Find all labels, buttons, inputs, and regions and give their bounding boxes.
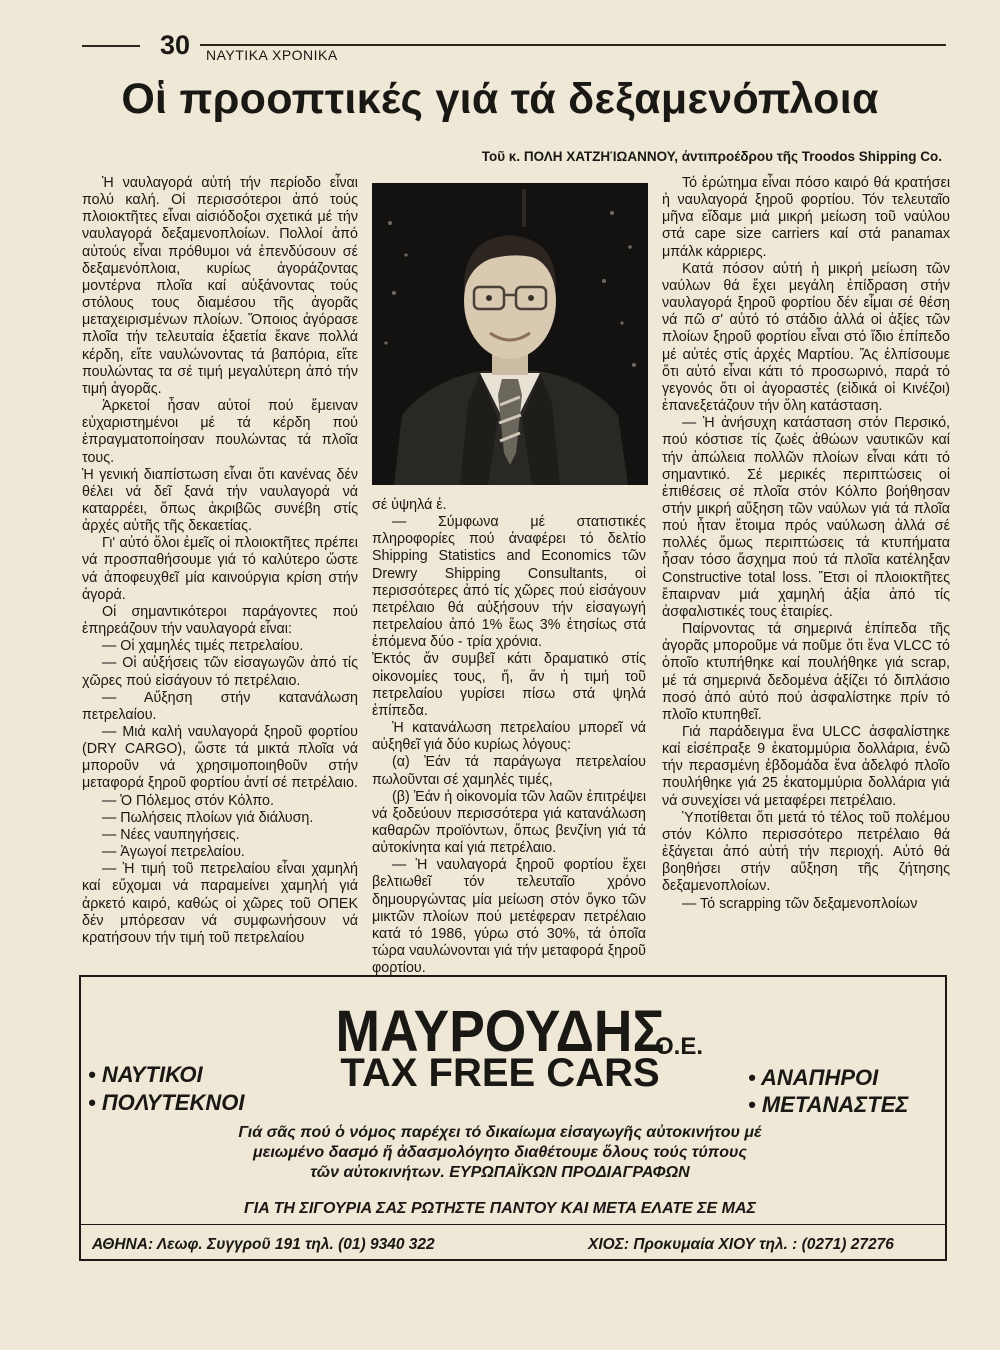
paragraph: Γιά παράδειγμα ἕνα ULCC ἀσφαλίστηκε καί εἰσέπραξε 9 ἑκατομμύρια δολλάρια, ἐνῶ τήν περασμένη ἑβδομάδα ἕνα ἀδελφό πλοῖο πουλήθηκε γιά 25 ἑκατομμύρια δολλάρια γιά νά συνεχίσει νά μεταφέρει πετρέλαιο. bbox=[662, 724, 950, 809]
paragraph: σέ ὑψηλά ἐ. bbox=[372, 497, 447, 513]
portrait-illustration bbox=[372, 183, 648, 485]
ad-address-athens: ΑΘΗΝΑ: Λεωφ. Συγγροῦ 191 τηλ. (01) 9340 322 bbox=[92, 1236, 435, 1253]
article-column-3 bbox=[662, 175, 950, 913]
paragraph: — Ὁ Πόλεμος στόν Κόλπο. bbox=[102, 792, 274, 809]
ad-audience-item: • ΠΟΛΥΤΕΚΝΟΙ bbox=[88, 1090, 245, 1115]
paragraph: — Ἡ τιμή τοῦ πετρελαίου εἶναι χαμηλή καί εὔχομαι νά παραμείνει χαμηλή γιά ἀρκετό καιρό, καθώς οἱ χῶρες τοῦ ΟΠΕΚ δέν μπόρεσαν νά συμφωνήσουν νά κρατήσουν τήν τιμή τοῦ πετρελαίου bbox=[82, 861, 358, 946]
ad-audience-item: • ΜΕΤΑΝΑΣΤΕΣ bbox=[748, 1092, 909, 1117]
author-portrait-photo bbox=[372, 183, 648, 485]
paragraph: (α) Ἐάν τά παράγωγα πετρελαίου πωλοῦνται σέ χαμηλές τιμές, bbox=[372, 754, 646, 788]
paragraph: — Μιά καλή ναυλαγορά ξηροῦ φορτίου (DRY CARGO), ὥστε τά μικτά πλοῖα νά μποροῦν νά χρησιμοποιηθοῦν στήν μεταφορά ξηροῦ φορτίου ἀντί σέ πετρέλαιο. bbox=[82, 724, 358, 792]
paragraph: — Ἀγωγοί πετρελαίου. bbox=[102, 844, 245, 861]
article-column-1 bbox=[82, 175, 358, 947]
ad-tagline: TAX FREE CARS bbox=[340, 1051, 660, 1095]
paragraph: Παίρνοντας τά σημερινά ἐπίπεδα τῆς ἀγορᾶς μποροῦμε νά ποῦμε ὅτι ἕνα VLCC τό ὁποῖο κτυπήθηκε καί πουλήθηκε γιά scrap, μέ τά σημερινά δεδομένα ἀξίζει τό διπλάσιο ποσό ἀπό αὐτό πού ἀσφαλίστηκε πρίν τό πλοῖο κτυπηθεῖ. bbox=[662, 621, 950, 723]
ad-body-line: τῶν αὐτοκινήτων. ΕΥΡΩΠΑΪΚΩΝ ΠΡΟΔΙΑΓΡΑΦΩΝ bbox=[310, 1164, 690, 1181]
paragraph: — Σύμφωνα μέ στατιστικές πληροφορίες πού ἀναφέρει τό δελτίο Shipping Statistics and Economics τῶν Drewry Shipping Consultants, οἱ περισσότερες ἀπό τίς χῶρες πού εἰσάγουν πετρέλαιο θά αὐξήσουν τήν εἰσαγωγή πετρελαίου ἀπό 1% ἕως 3% ἐτησίως στά ἑπόμενα δύο - τρία χρόνια. bbox=[372, 514, 646, 651]
page-number: 30 bbox=[160, 30, 191, 60]
ad-body-text bbox=[0, 1123, 1000, 1183]
ad-company-name: ΜΑΥΡΟΥΔΗΣ bbox=[335, 999, 665, 1064]
paragraph: — Οἱ αὐξήσεις τῶν εἰσαγωγῶν ἀπό τίς χῶρες πού εἰσάγουν τό πετρέλαιο. bbox=[82, 655, 358, 689]
ad-divider bbox=[79, 1224, 947, 1225]
article-byline: Τοῦ κ. ΠΟΛΗ ΧΑΤΖΗΊΩΑΝΝΟΥ, ἀντιπροέδρου τῆς Troodos Shipping Co. bbox=[481, 149, 942, 164]
paragraph: — Οἱ χαμηλές τιμές πετρελαίου. bbox=[102, 638, 304, 655]
ad-body-line: Γιά σᾶς πού ὁ νόμος παρέχει τό δικαίωμα εἰσαγωγῆς αὐτοκινήτου μέ bbox=[238, 1124, 762, 1141]
ad-address-chios: ΧΙΟΣ: Προκυμαία ΧΙΟΥ τηλ. : (0271) 27276 bbox=[588, 1236, 894, 1253]
paragraph: — Αὔξηση στήν κατανάλωση πετρελαίου. bbox=[82, 689, 358, 723]
article-column-2 bbox=[372, 497, 646, 977]
article-title: Οἱ προοπτικές γιά τά δεξαμενόπλοια bbox=[121, 75, 879, 123]
paragraph: — Ἡ ἀνήσυχη κατάσταση στόν Περσικό, πού κόστισε τίς ζωές ἀθώων ναυτικῶν καί τήν ἀπώλεια πολλῶν πλοίων εἶναι κάτι τό σημαντικό. Σέ μερικές περιπτώσεις οἱ ἐπιθέσεις σέ πλοῖα στόν Κόλπο βοήθησαν στήν μικρή αὔξηση τῶν ναύλων γιά τά πλοῖα πού ἦταν ἕτοιμα πρός ναύλωση ἀλλά σέ πολλές ὅμως περιπτώσεις τά κτυπήματα ἦσαν τόσο ἄσχημα πού τά πλοῖα κατέληξαν Constructive total loss. Ἔτσι οἱ πλοιοκτῆτες ἔπαιρναν μιά χαμηλή ἀξία ἀπό τίς ἀσφαλιστικές τους ἑταιρίες. bbox=[662, 415, 950, 620]
paragraph: Οἱ σημαντικότεροι παράγοντες πού ἐπηρεάζουν τήν ναυλαγορά εἶναι: bbox=[82, 603, 358, 638]
ad-audience-item: • ΝΑΥΤΙΚΟΙ bbox=[88, 1062, 203, 1087]
ad-body-line: μειωμένο δασμό ἤ ἀδασμολόγητο διαθέτουμε ὅλους τούς τύπους bbox=[253, 1144, 747, 1161]
paragraph: (β) Ἐάν ἡ οἰκονομία τῶν λαῶν ἐπιτρέψει νά ξοδεύουν περισσότερα γιά κατανάλωση καθαρῶν προϊόντων, ὅπως βενζίνη γιά τά αὐτοκίνητα καί γιά πετρέλαιο. bbox=[372, 788, 646, 857]
paragraph: Κατά πόσον αὐτή ἡ μικρή μείωση τῶν ναύλων θά ἔχει μεγάλη ἐπίδραση στήν ναυλαγορά ξηροῦ φορτίου δέν εἶμαι σέ θέση νά πῶ σ' αὐτό τό στάδιο ἀλλά οἱ ἀξίες τῶν πλοίων ξηροῦ φορτίου εἶναι στό ἴδιο ἐπίπεδο μέ αὐτές στίς ἀρχές Μαρτίου. Ἄς ἐλπίσουμε ὅτι αὐτό εἶναι κάτι τό προσωρινό, παρά τό γεγονός ὅτι οἱ ἀγοραστές (εἰδικά οἱ Κινέζοι) ἐπανεξετάζουν τήν ὅλη κατάσταση. bbox=[662, 260, 950, 415]
paragraph: — Νέες ναυπηγήσεις. bbox=[102, 826, 240, 843]
paragraph: — Πωλήσεις πλοίων γιά διάλυση. bbox=[102, 809, 314, 826]
header-rule-right bbox=[200, 44, 946, 46]
paragraph: Ἡ γενική διαπίστωση εἶναι ὅτι κανένας δέν θέλει νά δεῖ ξανά τήν ναυλαγορά νά καταρρέει, ὅπως ἀκριβῶς συνέβη στίς ἀρχές αὐτῆς τῆς δεκαετίας. bbox=[82, 466, 358, 535]
paragraph: — Ἡ ναυλαγορά ξηροῦ φορτίου ἔχει βελτιωθεῖ τόν τελευταῖο χρόνο δημουργώντας μία μείωση στόν ὄγκο τῶν μικτῶν πλοίων πού μετέφεραν πετρέλαιο κατά τό 1986, γύρω στό 30%, τά ὁποῖα τώρα ναυλώνονται γιά τήν μεταφορά ξηροῦ φορτίου. bbox=[372, 857, 646, 977]
paragraph: Τό ἐρώτημα εἶναι πόσο καιρό θά κρατήσει ἡ ναυλαγορά ξηροῦ φορτίου. Τόν τελευταῖο μῆνα εἴδαμε μιά μικρή μείωση τοῦ ναύλου στά cape size carriers καί στά panamax μπάλκ κάρριερς. bbox=[662, 175, 950, 260]
paragraph: Γι' αὐτό ὅλοι ἐμεῖς οἱ πλοιοκτῆτες πρέπει νά προσπαθήσουμε γιά τό καλύτερο ὥστε νά ἀποφευχθεῖ μία καινούργια κρίση στήν ἀγορά. bbox=[82, 535, 358, 603]
paragraph: Ἀρκετοί ἦσαν αὐτοί πού ἔμειναν εὐχαριστημένοι μέ τά κέρδη πού ἐπραγματοποίησαν πουλώντας τά πλοῖα τους. bbox=[82, 398, 358, 466]
ad-company-suffix: Ο.Ε. bbox=[655, 1033, 704, 1060]
paragraph: Ἡ κατανάλωση πετρελαίου μπορεῖ νά αὐξηθεῖ γιά δύο κυρίως λόγους: bbox=[372, 720, 646, 754]
paragraph: Ὑποτίθεται ὅτι μετά τό τέλος τοῦ πολέμου στόν Κόλπο περισσότερο πετρέλαιο θά ἐξάγεται ἀπό αὐτή τήν περιοχή. Αὐτό θά βοηθήσει στήν αὔξηση τῆς ζήτησης δεξαμενοπλοίων. bbox=[662, 809, 950, 895]
paragraph: — Τό scrapping τῶν δεξαμενοπλοίων bbox=[682, 895, 918, 912]
paragraph: Ἐκτός ἄν συμβεῖ κάτι δραματικό στίς οἰκονομίες τους, ἤ, ἄν ἡ τιμή τοῦ πετρελαίου γυρίσει πίσω στά ψηλά ἐπίπεδα. bbox=[372, 651, 646, 719]
header-rule-left bbox=[82, 45, 140, 47]
magazine-name: ΝΑΥΤΙΚΑ ΧΡΟΝΙΚΑ bbox=[206, 47, 338, 63]
paragraph: Ἡ ναυλαγορά αὐτή τήν περίοδο εἶναι πολύ καλή. Οἱ περισσότεροι ἀπό τούς πλοιοκτῆτες εἶναι αἰσιόδοξοι σχετικά μέ τήν ναυλαγορά δεξαμενοπλοίων. Πολλοί ἀπό αὐτούς εἶναι πρόθυμοι νά ἐπενδύσουν σέ δεξαμενόπλοια, κυρίως ἀγοράζοντας μοντέρνα πλοῖα καί αὐξάνοντας τούς στόλους τους διαμέσου τῆς ἀγορᾶς μεταχειρισμένων πλοίων. Ὅποιος ἀγόρασε πλοῖα τήν τελευταία ἑξαετία ἔκανε πολλά κέρδη, εἴτε ναυλώνοντας τά βαπόρια, εἴτε πουλώντας τα σέ τιμή μεγαλύτερη ἀπό τήν τιμή ἀγορᾶς. bbox=[82, 175, 358, 397]
ad-audience-item: • ΑΝΑΠΗΡΟΙ bbox=[748, 1065, 879, 1090]
ad-slogan: ΓΙΑ ΤΗ ΣΙΓΟΥΡΙΑ ΣΑΣ ΡΩΤΗΣΤΕ ΠΑΝΤΟΥ ΚΑΙ ΜΕΤΑ ΕΛΑΤΕ ΣΕ ΜΑΣ bbox=[244, 1200, 756, 1217]
